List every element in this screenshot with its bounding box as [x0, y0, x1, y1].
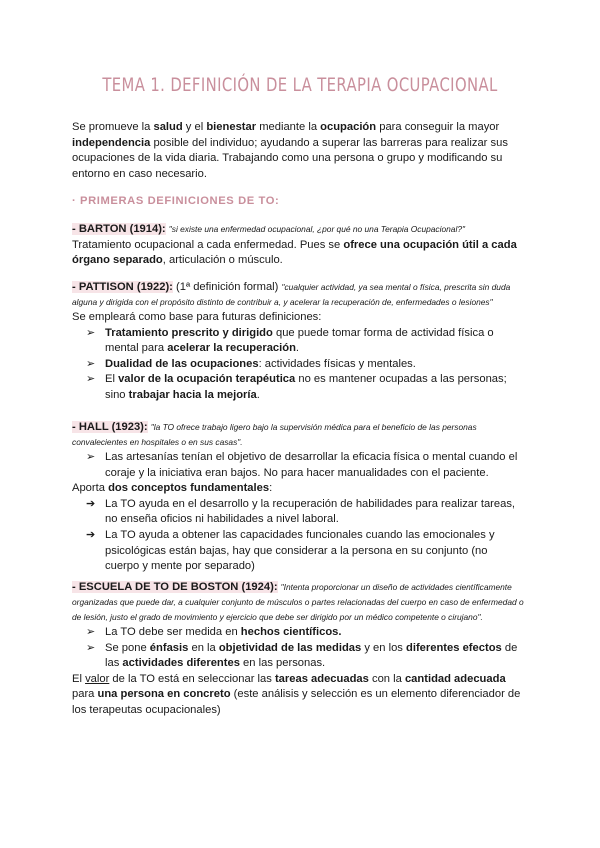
- hall-quote: "la TO ofrece trabajo ligero bajo la supervisión médica para el beneficio de las personas convalecientes en hospitales o en sus casas".: [72, 422, 477, 447]
- text: en la: [188, 641, 219, 654]
- arrow-bullet-icon: ➢: [86, 326, 96, 339]
- arrow-bullet-icon: ➢: [86, 451, 96, 463]
- bold-text: acelerar la recuperación: [167, 342, 296, 355]
- text: Aporta: [72, 482, 109, 495]
- bold-text: trabajar hacia la mejoría: [128, 388, 257, 401]
- bold-text: ocupación: [320, 121, 377, 133]
- boston-heading-line: [72, 580, 524, 625]
- hall-aporta: [72, 481, 524, 497]
- right-arrow-icon: ➔: [86, 528, 96, 541]
- boston-entry: [72, 580, 524, 719]
- list-item: [72, 641, 524, 672]
- list-item: [72, 625, 524, 641]
- text: .: [256, 388, 260, 401]
- list-item: [72, 326, 524, 357]
- text: Se pone: [105, 641, 150, 654]
- text: (1ª definición formal): [172, 281, 282, 293]
- text: de las: [105, 641, 518, 670]
- list-item: [72, 372, 524, 403]
- bold-text: una persona en concreto: [97, 688, 231, 701]
- pattison-heading-line: [72, 280, 524, 310]
- text: con la: [368, 672, 405, 685]
- right-arrow-icon: ➔: [86, 497, 96, 510]
- text: Se promueve la: [72, 121, 154, 133]
- pattison-heading: - PATTISON (1922):: [72, 281, 173, 293]
- text: .: [295, 342, 300, 355]
- barton-quote: "si existe una enfermedad ocupacional, ¿por qué no una Terapia Ocupacional?": [168, 224, 465, 234]
- bold-text: dos conceptos fundamentales: [108, 482, 270, 495]
- bold-text: actividades diferentes: [122, 657, 240, 670]
- bold-text: énfasis: [149, 641, 189, 654]
- page-title: TEMA 1. DEFINICIÓN DE LA TERAPIA OCUPACIONAL: [102, 74, 498, 96]
- arrow-bullet-icon: ➢: [86, 626, 96, 638]
- text: El: [72, 672, 86, 685]
- barton-heading: - BARTON (1914):: [72, 223, 166, 235]
- barton-entry: [72, 222, 524, 269]
- text: Las artesanías tenían el objetivo de desarrollar la eficacia física o mental cuando el coraje y la iniciativa eran bajos. No para hacer manualidades con el paciente.: [105, 451, 518, 479]
- text: , articulación o músculo.: [162, 254, 283, 267]
- pattison-entry: [72, 280, 524, 404]
- text: : actividades físicas y mentales.: [258, 357, 416, 370]
- bold-text: Dualidad de las ocupaciones: [105, 357, 259, 370]
- text: (este análisis y selección es un elemento diferenciador de los terapeutas ocupacionales): [72, 688, 521, 716]
- intro-paragraph: [72, 120, 524, 182]
- list-item: [72, 450, 524, 481]
- text: que puede tomar forma de actividad física o mental para: [105, 326, 494, 355]
- arrow-bullet-icon: ➢: [86, 373, 96, 386]
- bold-text: salud: [153, 121, 183, 133]
- hall-heading-line: [72, 420, 524, 450]
- arrow-bullet-icon: ➢: [86, 357, 96, 370]
- text: :: [269, 482, 273, 495]
- text: en las personas.: [239, 657, 326, 670]
- bold-text: objetividad de las medidas: [218, 641, 362, 654]
- pattison-base: Se empleará como base para futuras definiciones:: [72, 311, 322, 323]
- text: y el: [182, 121, 207, 133]
- hall-heading: - HALL (1923):: [72, 421, 148, 433]
- pattison-quote: "cualquier actividad, ya sea mental o física, prescrita sin duda alguna y dirigida con el propósito distinto de contribuir a, y acelerar la recuperación de, enfermedades o lesiones": [72, 282, 511, 307]
- list-item: [72, 357, 524, 373]
- boston-quote: "Intenta proporcionar un diseño de actividades científicamente organizadas que puede dar, a cualquier conjunto de músculos o partes relacionadas del cuerpo en caso de enfermedad o de lesión, justo el grado de movimiento y ejercicio que debe ser dirigido por un médico competente o cirujano".: [72, 582, 524, 622]
- barton-heading-line: [72, 222, 524, 238]
- list-item: [72, 528, 524, 575]
- underlined-text: valor: [85, 672, 110, 685]
- bold-text: valor de la ocupación terapéutica: [118, 373, 296, 386]
- bold-text: cantidad adecuada: [404, 672, 506, 685]
- text: La TO debe ser medida en: [105, 626, 241, 638]
- bold-text: hechos científicos.: [240, 626, 342, 638]
- arrow-bullet-icon: ➢: [86, 641, 96, 654]
- text: posible del individuo; ayudando a superar las barreras para realizar sus ocupaciones de la vida diaria. Trabajando como una persona o grupo y modificando su entorno en caso necesario.: [72, 136, 508, 180]
- boston-heading: - ESCUELA DE TO DE BOSTON (1924):: [72, 581, 278, 593]
- bold-text: bienestar: [206, 121, 257, 133]
- text: Tratamiento ocupacional a cada enfermedad. Pues se: [72, 238, 344, 251]
- bold-text: diferentes efectos: [406, 641, 502, 654]
- section-heading: · PRIMERAS DEFINICIONES DE TO:: [72, 195, 280, 207]
- text: mediante la: [256, 121, 321, 133]
- list-item: [72, 497, 524, 528]
- text: y en los: [361, 641, 406, 654]
- text: El: [105, 373, 119, 386]
- text: para conseguir la mayor: [376, 121, 500, 133]
- bold-text: independencia: [72, 136, 151, 149]
- text: La TO ayuda a obtener las capacidades funcionales cuando las emocionales y psicológicas están bajas, hay que considerar a la persona en su conjunto (no cuerpo y mente por separado): [105, 528, 495, 573]
- bold-text: Tratamiento prescrito y dirigido: [105, 326, 273, 339]
- bold-text: tareas adecuadas: [274, 672, 369, 685]
- text: de la TO está en seleccionar las: [109, 672, 275, 685]
- text: no es mantener ocupadas a las personas; sino: [105, 373, 507, 401]
- bold-text: ofrece una ocupación útil a cada órgano separado: [72, 238, 517, 267]
- barton-body: [72, 238, 524, 269]
- text: La TO ayuda en el desarrollo y la recuperación de habilidades para realizar tareas, no enseña oficios ni habilidades a nivel laboral.: [105, 497, 516, 526]
- hall-entry: [72, 420, 524, 575]
- text: para: [72, 688, 98, 701]
- boston-paragraph: [72, 672, 524, 719]
